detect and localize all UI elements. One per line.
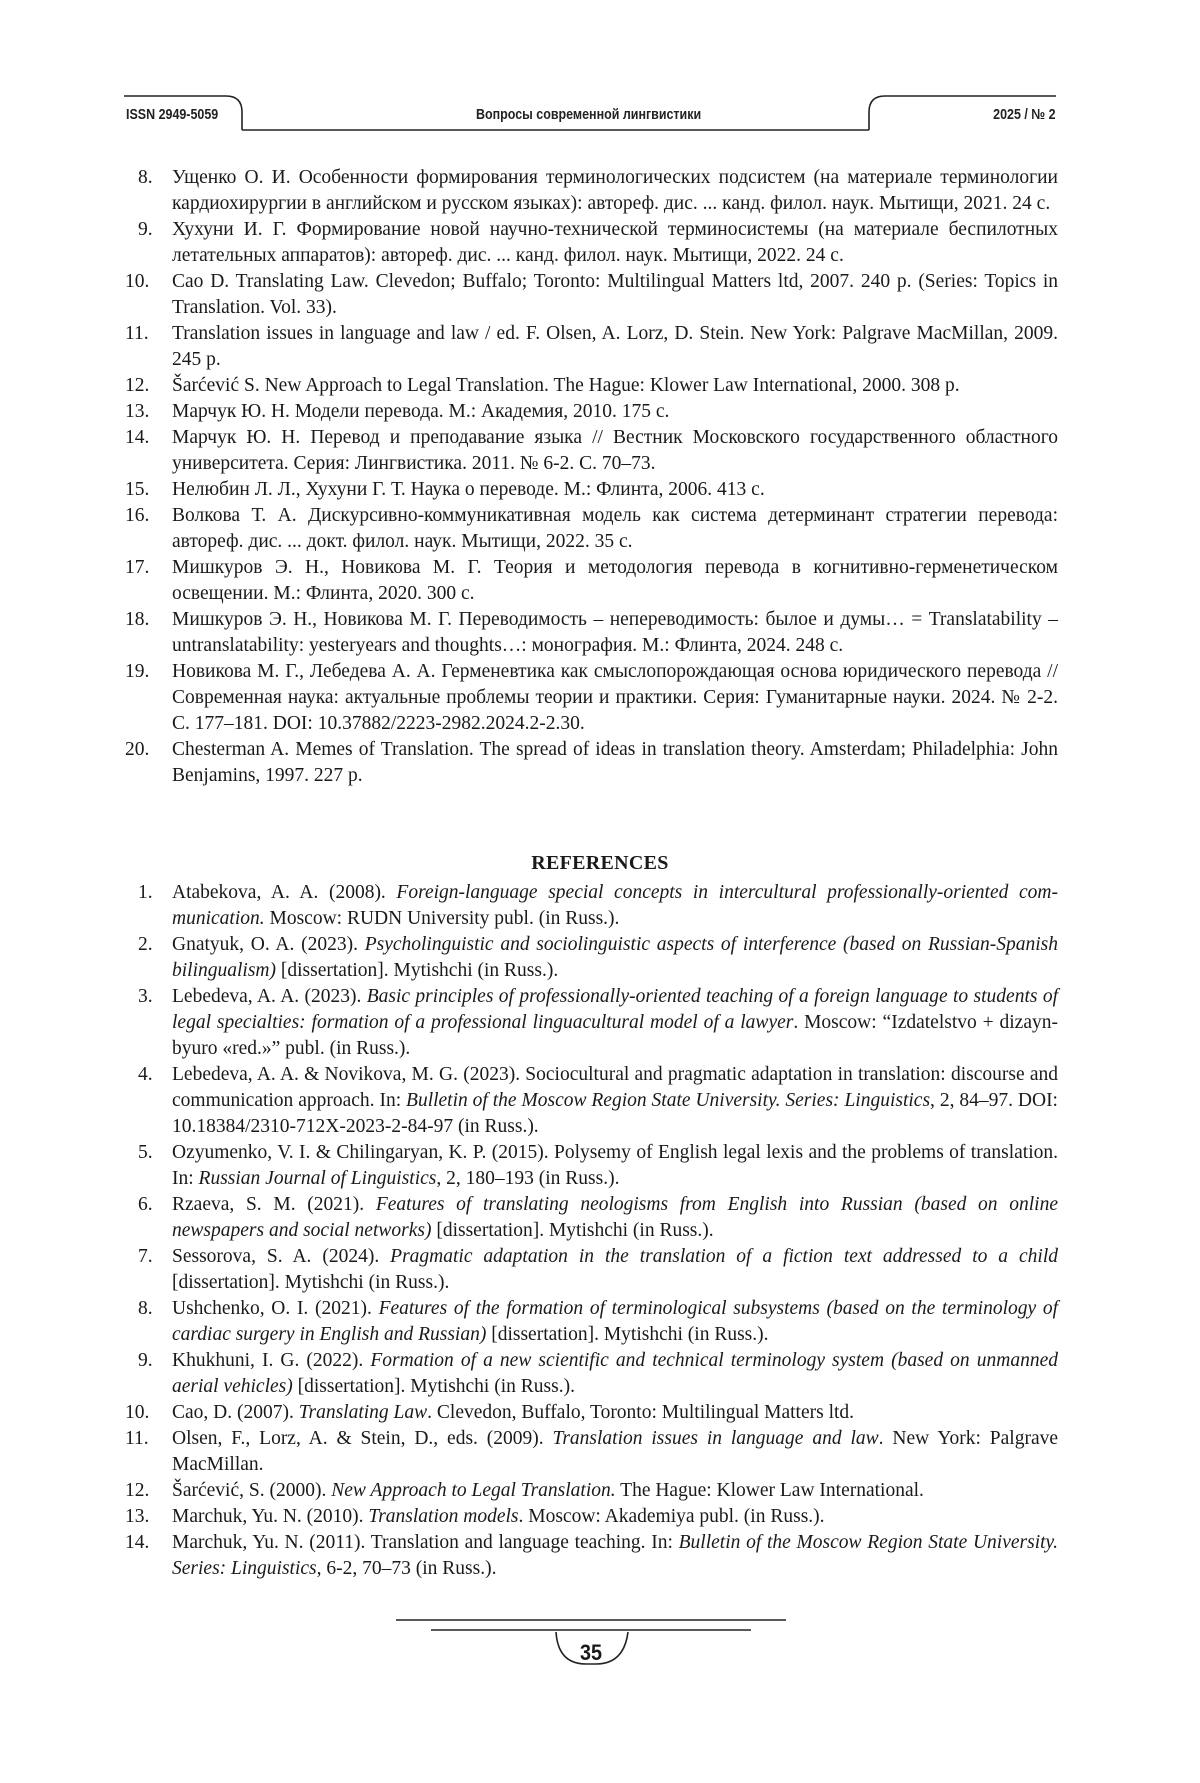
reference-text: Марчук Ю. Н. Перевод и преподавание языка // Вестник Московского государственного об­ластного университета. Серия: Лингвистика. 2011. № 6-2. С. 70–73. [172, 427, 1058, 474]
reference-title: Foreign-language special concepts in intercultural professionally-oriented com­munication. [172, 882, 1058, 929]
reference-title: Features of the formation of terminological subsystems (based on the terminol­ogy of cardiac surgery in English and Russian) [172, 1298, 1058, 1345]
reference-number: 20. [125, 737, 149, 763]
page-footer [396, 1618, 786, 1678]
reference-item [138, 217, 1058, 269]
reference-item [138, 321, 1058, 373]
reference-item [138, 477, 1058, 503]
reference-number: 6. [138, 1192, 153, 1218]
reference-title: Features of translating neologisms from English into Russian (based on online newspapers and social networks) [172, 1194, 1058, 1241]
reference-title: Translating Law [299, 1402, 427, 1423]
reference-item [138, 1400, 1058, 1426]
journal-title: Вопросы современной лингвистики [476, 107, 701, 123]
reference-text: The Hague: Klower Law International. [616, 1480, 924, 1501]
reference-item [138, 269, 1058, 321]
reference-item [138, 1478, 1058, 1504]
reference-text: Moscow: RUDN University publ. (in Russ.). [265, 908, 620, 929]
reference-item [138, 1192, 1058, 1244]
reference-item [138, 1296, 1058, 1348]
reference-title: Pragmatic adaptation in the translation of a fiction text addressed to a child [390, 1246, 1058, 1267]
reference-number: 17. [125, 555, 149, 581]
literature-list [138, 165, 1058, 789]
reference-number: 13. [125, 399, 149, 425]
reference-text: Šarćević S. New Approach to Legal Translation. The Hague: Klower Law International, 2000. 308 p. [172, 375, 960, 396]
reference-text: [dissertation]. Mytishchi (in Russ.). [293, 1376, 575, 1397]
reference-item [138, 1140, 1058, 1192]
reference-number: 8. [138, 1296, 153, 1322]
reference-text: Olsen, F., Lorz, A. & Stein, D., eds. (2009). [172, 1428, 553, 1449]
reference-title: New Approach to Legal Translation. [331, 1480, 615, 1501]
reference-text: [dissertation]. Mytishchi (in Russ.). [431, 1220, 713, 1241]
reference-text: , 2, 84–97. DOI: 10.18384/2310-712X-2023-2-84-97 (in Russ.). [172, 1090, 1058, 1137]
reference-title: Bulletin of the Moscow Region State University. Series: Linguistics [406, 1090, 930, 1111]
reference-text: , 2, 180–193 (in Russ.). [436, 1168, 619, 1189]
reference-item [138, 1348, 1058, 1400]
reference-item [138, 503, 1058, 555]
running-header [124, 90, 1056, 138]
reference-text: Ущенко О. И. Особенности формирования терминологических подсистем (на материале тер­минологии кардиохирургии в английском и русском языках): автореф. дис. ... канд. филол. наук. Мытищи, 2021. 24 с. [172, 167, 1058, 214]
reference-text: Хухуни И. Г. Формирование новой научно-технической терминосистемы (на материале беспи­лотных летательных аппаратов): автореф. дис. ... канд. филол. наук. Мытищи, 2022. 24 с. [172, 219, 1058, 266]
reference-number: 10. [125, 1400, 149, 1426]
reference-number: 14. [125, 1530, 149, 1556]
reference-number: 9. [138, 1348, 153, 1374]
reference-text: , 6-2, 70–73 (in Russ.). [317, 1558, 497, 1579]
reference-text: Ushchenko, O. I. (2021). [172, 1298, 379, 1319]
reference-text: Translation issues in language and law / ed. F. Olsen, A. Lorz, D. Stein. New York: Palgrave MacMillan, 2009. 245 p. [172, 323, 1058, 370]
reference-text: . Clevedon, Buffalo, Toronto: Multilingual Matters ltd. [427, 1402, 854, 1423]
references-list [138, 880, 1058, 1582]
reference-number: 16. [125, 503, 149, 529]
issn-label: ISSN 2949-5059 [126, 107, 218, 123]
reference-text: Šarćević, S. (2000). [172, 1480, 331, 1501]
reference-number: 2. [138, 932, 153, 958]
reference-number: 14. [125, 425, 149, 451]
reference-title: Translation models [368, 1506, 518, 1527]
reference-number: 15. [125, 477, 149, 503]
reference-number: 3. [138, 984, 153, 1010]
reference-text: Gnatyuk, O. A. (2023). [172, 934, 365, 955]
reference-item [138, 1504, 1058, 1530]
reference-number: 7. [138, 1244, 153, 1270]
reference-number: 5. [138, 1140, 153, 1166]
reference-text: Мишкуров Э. Н., Новикова М. Г. Теория и методология перевода в когнитивно-герменетиче­ском освещении. М.: Флинта, 2020. 300 с. [172, 557, 1058, 604]
reference-text: Rzaeva, S. M. (2021). [172, 1194, 376, 1215]
reference-text: . Moscow: Akademiya publ. (in Russ.). [519, 1506, 825, 1527]
reference-text: [dissertation]. Mytishchi (in Russ.). [486, 1324, 768, 1345]
reference-text: Cao D. Translating Law. Clevedon; Buffalo; Toronto: Multilingual Matters ltd, 2007. 240 p. (Series: Topics in Translation. Vol. 33). [172, 271, 1058, 318]
reference-item [138, 373, 1058, 399]
reference-item [138, 984, 1058, 1062]
reference-number: 12. [125, 373, 149, 399]
reference-item [138, 932, 1058, 984]
reference-item [138, 880, 1058, 932]
reference-item [138, 399, 1058, 425]
reference-number: 11. [125, 1426, 149, 1452]
reference-text: Волкова Т. А. Дискурсивно-коммуникативная модель как система детерминант стратегии пе­ревода: автореф. дис. ... докт. филол. наук. Мытищи, 2022. 35 с. [172, 505, 1058, 552]
page-number: 35 [567, 1640, 616, 1666]
reference-title: Basic principles of professionally-oriented teaching of a foreign language to stu­dents of legal specialties: formation of a professional linguacultural model of a lawyer [172, 986, 1058, 1033]
reference-text: Marchuk, Yu. N. (2010). [172, 1506, 368, 1527]
reference-item [138, 1244, 1058, 1296]
reference-item [138, 425, 1058, 477]
reference-text: Lebedeva, A. A. & Novikova, M. G. (2023). Sociocultural and pragmatic adaptation in translation: discourse and communication approach. In: [172, 1064, 1058, 1111]
reference-text: Sessorova, S. A. (2024). [172, 1246, 390, 1267]
reference-title: Formation of a new scientific and technical terminology system (based on un­manned aerial vehicles) [172, 1350, 1058, 1397]
reference-text: Khukhuni, I. G. (2022). [172, 1350, 370, 1371]
reference-item [138, 607, 1058, 659]
reference-number: 13. [125, 1504, 149, 1530]
reference-number: 9. [138, 217, 153, 243]
reference-title: Bulletin of the Moscow Region State University. Series: Linguistics [172, 1532, 1058, 1579]
reference-item [138, 1426, 1058, 1478]
reference-text: . Moscow: “Izdatel­stvo + dizayn-byuro «red.»” publ. (in Russ.). [172, 1012, 1058, 1059]
reference-number: 4. [138, 1062, 153, 1088]
reference-number: 18. [125, 607, 149, 633]
reference-number: 8. [138, 165, 153, 191]
reference-text: Мишкуров Э. Н., Новикова М. Г. Переводимость – непереводимость: былое и думы… = Trans­latability – untranslatability: yesteryears and thoughts…: монография. М.: Флинта, 2024. 248 с. [172, 609, 1058, 656]
reference-item [138, 165, 1058, 217]
reference-text: Cao, D. (2007). [172, 1402, 299, 1423]
reference-text: Marchuk, Yu. N. (2011). Translation and language teaching. In: [172, 1532, 679, 1553]
reference-item [138, 737, 1058, 789]
reference-text: Atabekova, A. A. (2008). [172, 882, 396, 903]
reference-text: Chesterman A. Memes of Translation. The spread of ideas in translation theory. Amsterdam; Philadelphia: John Benjamins, 1997. 227 p. [172, 739, 1058, 786]
reference-item [138, 1530, 1058, 1582]
references-heading: REFERENCES [0, 852, 1200, 875]
reference-text: Новикова М. Г., Лебедева А. А. Герменевтика как смыслопорождающая основа юридического перевода // Современная наука: актуальные проблемы теории и практики. Серия: Гуманитар­ные науки. 2024. № 2-2. С. 177–181. DOI: 10.37882/2223-2982.2024.2-2.30. [172, 661, 1058, 734]
reference-item [138, 659, 1058, 737]
reference-text: Нелюбин Л. Л., Хухуни Г. Т. Наука о переводе. М.: Флинта, 2006. 413 с. [172, 479, 765, 500]
issue-label: 2025 / № 2 [994, 107, 1056, 123]
reference-text: Марчук Ю. Н. Модели перевода. М.: Академия, 2010. 175 с. [172, 401, 669, 422]
reference-item [138, 555, 1058, 607]
reference-title: Translation issues in language and law [553, 1428, 879, 1449]
reference-text: [dissertation]. Mytishchi (in Russ.). [276, 960, 558, 981]
reference-number: 10. [125, 269, 149, 295]
reference-number: 1. [138, 880, 153, 906]
reference-item [138, 1062, 1058, 1140]
reference-text: [dissertation]. Mytishchi (in Russ.). [172, 1272, 449, 1293]
reference-number: 11. [125, 321, 149, 347]
reference-title: Russian Journal of Linguistics [199, 1168, 437, 1189]
reference-number: 19. [125, 659, 149, 685]
reference-title: Psycholinguistic and sociolinguistic aspects of interference (based on Russian-Spanish bilingualism) [172, 934, 1058, 981]
reference-text: Ozyumenko, V. I. & Chilingaryan, K. P. (2015). Polysemy of English legal lexis and the problems of translation. In: [172, 1142, 1058, 1189]
reference-text: . New York: Palgrave MacMillan. [172, 1428, 1058, 1475]
reference-number: 12. [125, 1478, 149, 1504]
reference-text: Lebedeva, A. A. (2023). [172, 986, 367, 1007]
